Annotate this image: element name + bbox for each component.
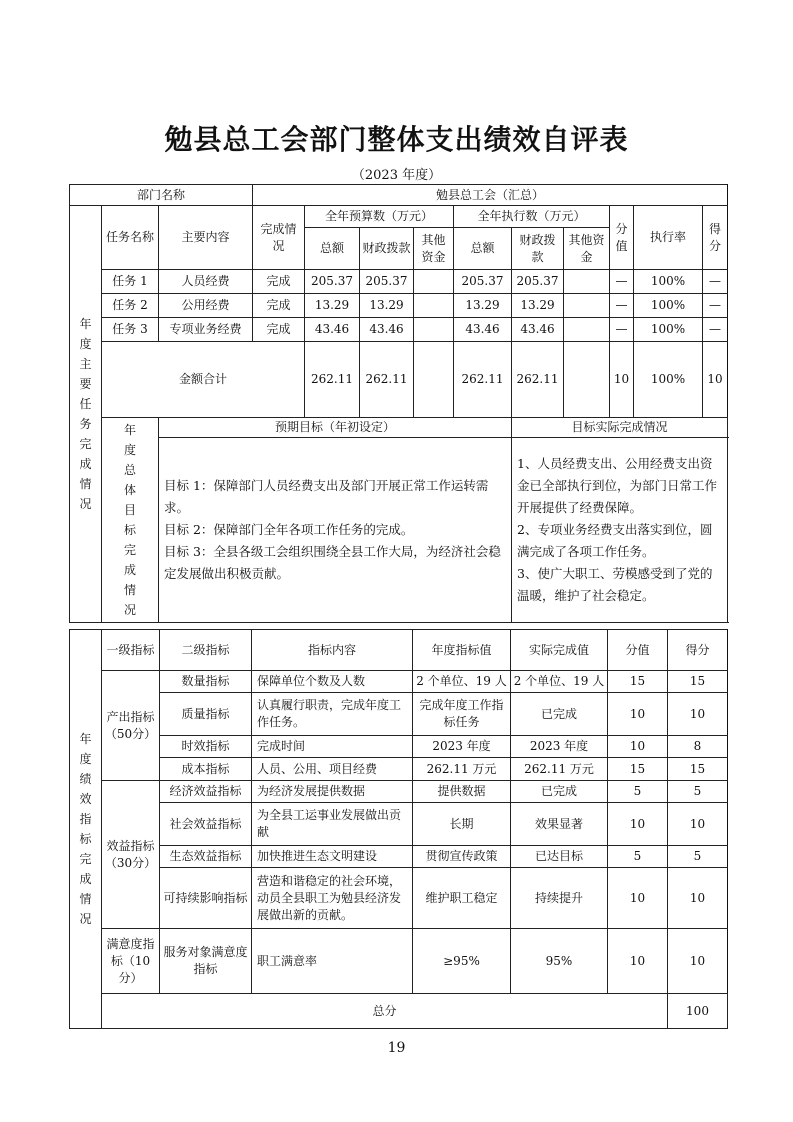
kpi-get: 5 bbox=[668, 846, 728, 868]
sum-exec-fiscal: 262.11 bbox=[512, 342, 564, 418]
h-exec-fiscal: 财政拨款 bbox=[512, 228, 564, 270]
total-score: 100 bbox=[668, 994, 728, 1029]
kpi-target: ≥95% bbox=[413, 929, 511, 994]
kpi-content: 完成时间 bbox=[252, 736, 413, 758]
kpi-score: 10 bbox=[608, 693, 668, 736]
kpi-target: 长期 bbox=[413, 803, 511, 846]
kpi-actual: 2 个单位、19 人 bbox=[511, 671, 608, 693]
page-subtitle: （2023 年度） bbox=[351, 168, 442, 183]
kpi-get: 15 bbox=[668, 671, 728, 693]
sum-get: 10 bbox=[703, 342, 728, 418]
h-kpi-actual: 实际完成值 bbox=[511, 630, 608, 671]
task-get: — bbox=[703, 270, 728, 294]
kpi-get: 10 bbox=[668, 803, 728, 846]
kpi-content: 职工满意率 bbox=[252, 929, 413, 994]
h-exec-other: 其他资金 bbox=[564, 228, 610, 270]
page-number: 19 bbox=[387, 1040, 406, 1056]
budget-total: 13.29 bbox=[305, 294, 360, 318]
exec-total: 205.37 bbox=[454, 270, 512, 294]
budget-total: 43.46 bbox=[305, 318, 360, 342]
kpi-l2: 生态效益指标 bbox=[160, 846, 252, 868]
kpi-get: 5 bbox=[668, 781, 728, 803]
budget-other bbox=[414, 270, 454, 294]
task-goal-table bbox=[69, 184, 728, 623]
expected-goal-2: 目标 2：保障部门全年各项工作任务的完成。 bbox=[164, 522, 414, 537]
h-exec: 全年执行数（万元） bbox=[454, 206, 610, 228]
task-row bbox=[70, 318, 728, 342]
kpi-get: 10 bbox=[668, 693, 728, 736]
kpi-l2: 数量指标 bbox=[160, 671, 252, 693]
sum-label: 金额合计 bbox=[102, 342, 305, 418]
sum-rate: 100% bbox=[634, 342, 703, 418]
kpi-target: 262.11 万元 bbox=[413, 758, 511, 781]
kpi-l2: 经济效益指标 bbox=[160, 781, 252, 803]
kpi-content: 认真履行职责，完成年度工作任务。 bbox=[252, 693, 413, 736]
exec-fiscal: 43.46 bbox=[512, 318, 564, 342]
kpi-get: 15 bbox=[668, 758, 728, 781]
h-kpi-score: 分值 bbox=[608, 630, 668, 671]
h-budget-fiscal: 财政拨款 bbox=[360, 228, 414, 270]
task-get: — bbox=[703, 294, 728, 318]
kpi-actual: 262.11 万元 bbox=[511, 758, 608, 781]
h-exec-total: 总额 bbox=[454, 228, 512, 270]
task-score: — bbox=[610, 318, 634, 342]
dept-value: 勉县总工会（汇总） bbox=[253, 185, 728, 206]
expected-goal-1: 目标 1：保障部门人员经费支出及部门开展正常工作运转需求。 bbox=[164, 478, 489, 515]
expected-goals bbox=[159, 438, 512, 623]
budget-other bbox=[414, 318, 454, 342]
kpi-l2: 成本指标 bbox=[160, 758, 252, 781]
kpi-row bbox=[70, 868, 728, 929]
kpi-score: 15 bbox=[608, 758, 668, 781]
h-kpi-target: 年度指标值 bbox=[413, 630, 511, 671]
kpi-content: 保障单位个数及人数 bbox=[252, 671, 413, 693]
kpi-row bbox=[70, 846, 728, 868]
kpi-row bbox=[70, 758, 728, 781]
sum-exec-total: 262.11 bbox=[454, 342, 512, 418]
task-section-label: 年 度 主 要 任 务 完 成 情 况 bbox=[70, 206, 102, 623]
exec-other bbox=[564, 294, 610, 318]
actual-goal-2: 2、专项业务经费支出落实到位，圆满完成了各项工作任务。 bbox=[517, 522, 713, 559]
kpi-l2: 质量指标 bbox=[160, 693, 252, 736]
kpi-content: 为经济发展提供数据 bbox=[252, 781, 413, 803]
kpi-target: 贯彻宣传政策 bbox=[413, 846, 511, 868]
kpi-content: 营造和谐稳定的社会环境，动员全县职工为勉县经济发展做出新的贡献。 bbox=[252, 868, 413, 929]
kpi-row bbox=[70, 781, 728, 803]
exec-total: 13.29 bbox=[454, 294, 512, 318]
exec-total: 43.46 bbox=[454, 318, 512, 342]
exec-other bbox=[564, 318, 610, 342]
sum-budget-fiscal: 262.11 bbox=[360, 342, 414, 418]
kpi-row bbox=[70, 693, 728, 736]
task-name: 任务 1 bbox=[102, 270, 159, 294]
task-rate: 100% bbox=[634, 318, 703, 342]
actual-goal-3: 3、使广大职工、劳模感受到了党的温暖，维护了社会稳定。 bbox=[517, 566, 713, 603]
expected-goal-3: 目标 3：全县各级工会组织围绕全县工作大局，为经济社会稳定发展做出积极贡献。 bbox=[164, 544, 501, 581]
kpi-section-label: 年 度 绩 效 指 标 完 成 情 况 bbox=[70, 630, 102, 1029]
kpi-target: 维护职工稳定 bbox=[413, 868, 511, 929]
kpi-content: 为全县工运事业发展做出贡献 bbox=[252, 803, 413, 846]
task-rate: 100% bbox=[634, 270, 703, 294]
exec-fiscal: 13.29 bbox=[512, 294, 564, 318]
h-budget-other: 其他资金 bbox=[414, 228, 454, 270]
h-kpi-content: 指标内容 bbox=[252, 630, 413, 671]
kpi-actual: 持续提升 bbox=[511, 868, 608, 929]
kpi-total-row bbox=[70, 994, 728, 1029]
dept-label: 部门名称 bbox=[70, 185, 253, 206]
h-task-name: 任务名称 bbox=[102, 206, 159, 270]
group-satisfaction: 满意度指标（10分） bbox=[102, 929, 160, 994]
kpi-score: 5 bbox=[608, 781, 668, 803]
task-name: 任务 3 bbox=[102, 318, 159, 342]
kpi-row bbox=[70, 671, 728, 693]
kpi-score: 15 bbox=[608, 671, 668, 693]
kpi-get: 8 bbox=[668, 736, 728, 758]
kpi-content: 人员、公用、项目经费 bbox=[252, 758, 413, 781]
sum-exec-other bbox=[564, 342, 610, 418]
kpi-target: 2023 年度 bbox=[413, 736, 511, 758]
kpi-row bbox=[70, 803, 728, 846]
budget-fiscal: 205.37 bbox=[360, 270, 414, 294]
kpi-row bbox=[70, 929, 728, 994]
goal-section-label: 年 度 总 体 目 标 完 成 情 况 bbox=[102, 418, 159, 623]
kpi-l2: 可持续影响指标 bbox=[160, 868, 252, 929]
h-kpi-get: 得分 bbox=[668, 630, 728, 671]
h-rate: 执行率 bbox=[634, 206, 703, 270]
h-score: 分值 bbox=[610, 206, 634, 270]
task-content: 人员经费 bbox=[159, 270, 253, 294]
exec-other bbox=[564, 270, 610, 294]
h-task-status: 完成情况 bbox=[253, 206, 305, 270]
budget-fiscal: 43.46 bbox=[360, 318, 414, 342]
sum-budget-total: 262.11 bbox=[305, 342, 360, 418]
kpi-actual: 已完成 bbox=[511, 693, 608, 736]
kpi-content: 加快推进生态文明建设 bbox=[252, 846, 413, 868]
kpi-score: 10 bbox=[608, 868, 668, 929]
task-rate: 100% bbox=[634, 294, 703, 318]
group-output: 产出指标（50分） bbox=[102, 671, 160, 781]
kpi-actual: 已达目标 bbox=[511, 846, 608, 868]
task-status: 完成 bbox=[253, 294, 305, 318]
h-get: 得分 bbox=[703, 206, 728, 270]
kpi-actual: 效果显著 bbox=[511, 803, 608, 846]
sum-score: 10 bbox=[610, 342, 634, 418]
task-content: 专项业务经费 bbox=[159, 318, 253, 342]
task-status: 完成 bbox=[253, 318, 305, 342]
kpi-score: 10 bbox=[608, 803, 668, 846]
h-level2: 二级指标 bbox=[160, 630, 252, 671]
kpi-target: 完成年度工作指标任务 bbox=[413, 693, 511, 736]
h-expected-goal: 预期目标（年初设定） bbox=[159, 418, 512, 438]
h-level1: 一级指标 bbox=[102, 630, 160, 671]
kpi-target: 2 个单位、19 人 bbox=[413, 671, 511, 693]
budget-fiscal: 13.29 bbox=[360, 294, 414, 318]
h-actual-goal: 目标实际完成情况 bbox=[512, 418, 728, 438]
kpi-table bbox=[69, 629, 728, 1029]
kpi-l2: 服务对象满意度指标 bbox=[160, 929, 252, 994]
task-score: — bbox=[610, 270, 634, 294]
budget-other bbox=[414, 294, 454, 318]
total-label: 总分 bbox=[102, 994, 668, 1029]
task-score: — bbox=[610, 294, 634, 318]
kpi-target: 提供数据 bbox=[413, 781, 511, 803]
h-task-content: 主要内容 bbox=[159, 206, 253, 270]
kpi-row bbox=[70, 736, 728, 758]
actual-goal-1: 1、人员经费支出、公用经费支出资金已全部执行到位，为部门日常工作开展提供了经费保障。 bbox=[517, 456, 718, 515]
sum-budget-other bbox=[414, 342, 454, 418]
kpi-score: 10 bbox=[608, 736, 668, 758]
budget-total: 205.37 bbox=[305, 270, 360, 294]
actual-goals bbox=[512, 438, 728, 623]
kpi-get: 10 bbox=[668, 868, 728, 929]
task-name: 任务 2 bbox=[102, 294, 159, 318]
exec-fiscal: 205.37 bbox=[512, 270, 564, 294]
kpi-score: 5 bbox=[608, 846, 668, 868]
task-get: — bbox=[703, 318, 728, 342]
kpi-actual: 已完成 bbox=[511, 781, 608, 803]
kpi-l2: 时效指标 bbox=[160, 736, 252, 758]
h-budget: 全年预算数（万元） bbox=[305, 206, 454, 228]
h-budget-total: 总额 bbox=[305, 228, 360, 270]
kpi-score: 10 bbox=[608, 929, 668, 994]
task-content: 公用经费 bbox=[159, 294, 253, 318]
task-status: 完成 bbox=[253, 270, 305, 294]
kpi-actual: 95% bbox=[511, 929, 608, 994]
page-title: 勉县总工会部门整体支出绩效自评表 bbox=[164, 123, 629, 156]
kpi-get: 10 bbox=[668, 929, 728, 994]
task-row bbox=[70, 270, 728, 294]
task-row bbox=[70, 294, 728, 318]
kpi-actual: 2023 年度 bbox=[511, 736, 608, 758]
kpi-l2: 社会效益指标 bbox=[160, 803, 252, 846]
group-benefit: 效益指标（30分） bbox=[102, 781, 160, 929]
task-sum-row bbox=[70, 342, 728, 418]
